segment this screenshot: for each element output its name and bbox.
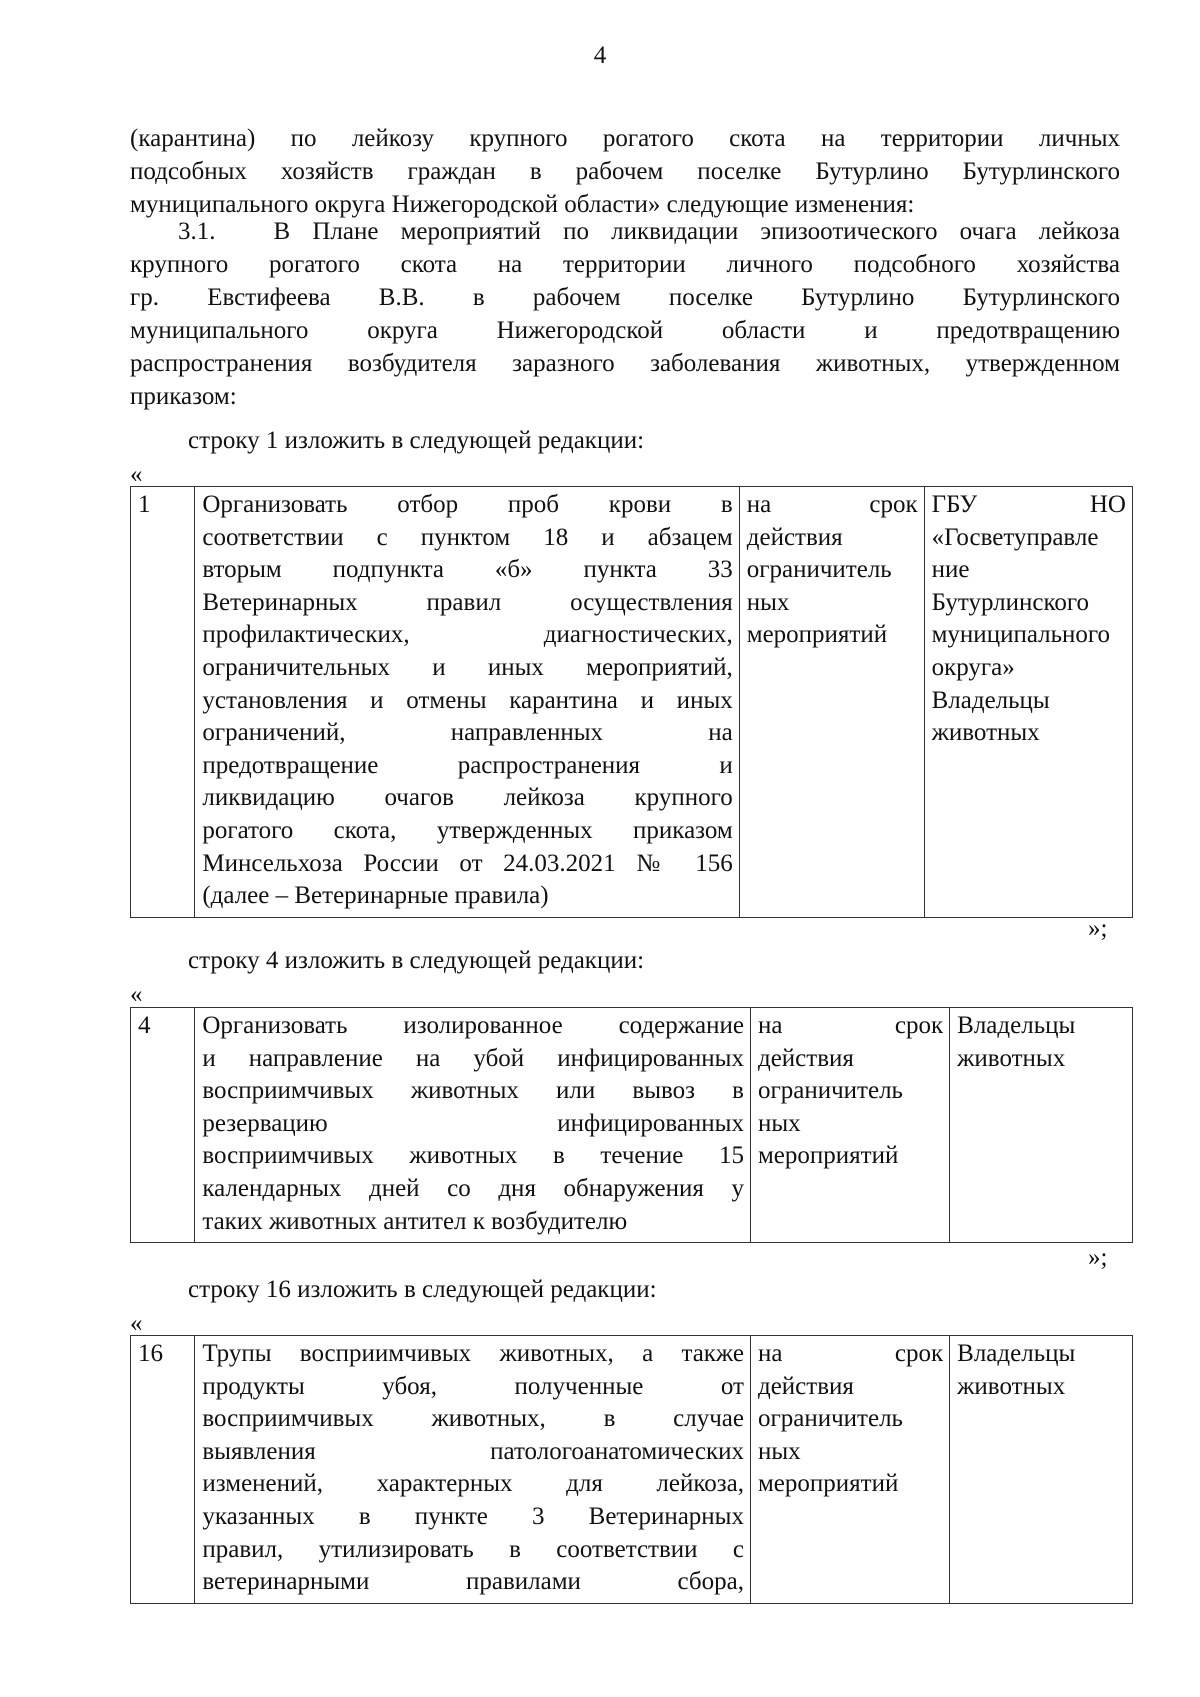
item-3-1-line: муниципального округа Нижегородской области и предотвращению xyxy=(130,317,1120,344)
responsible-cell xyxy=(950,1336,1133,1604)
action-cell xyxy=(195,487,739,918)
term-line: ных xyxy=(746,588,790,616)
close-quote-2: »; xyxy=(1088,1244,1108,1271)
term-cell xyxy=(750,1336,949,1604)
action-cell xyxy=(195,1008,751,1243)
amendment-instruction-1: строку 1 изложить в следующей редакции: xyxy=(188,427,645,454)
action-line: резервацию инфицированных xyxy=(202,1109,744,1137)
term-line: ограничитель xyxy=(757,1077,903,1105)
action-line: Организовать изолированное содержание xyxy=(202,1012,744,1039)
responsible-line: Владельцы xyxy=(957,1012,1076,1039)
amendment-instruction-3: строку 16 изложить в следующей редакции: xyxy=(188,1276,657,1303)
action-line: продукты убоя, полученные от xyxy=(202,1372,744,1400)
action-line: изменений, характерных для лейкоза, xyxy=(202,1470,744,1498)
intro-line: подсобных хозяйств граждан в рабочем поселке Бутурлино Бутурлинского xyxy=(130,158,1120,185)
open-quote-2: « xyxy=(130,981,143,1008)
item-3-1-line: приказом: xyxy=(130,383,237,410)
action-line: вторым подпункта «б» пункта 33 xyxy=(202,556,733,584)
page-number: 4 xyxy=(593,42,607,69)
term-line: действия xyxy=(757,1372,854,1400)
term-cell xyxy=(739,487,924,918)
amendment-table-3 xyxy=(130,1335,1133,1604)
item-3-1-line: гр. Евстифеева В.В. в рабочем поселке Бутурлино Бутурлинского xyxy=(130,284,1120,311)
responsible-line: Владельцы xyxy=(931,686,1050,714)
responsible-cell xyxy=(924,487,1132,918)
amendment-instruction-2: строку 4 изложить в следующей редакции: xyxy=(188,947,645,974)
action-line: соответствии с пунктом 18 и абзацем xyxy=(202,523,733,551)
responsible-line: муниципального xyxy=(931,621,1111,649)
amendment-table-1 xyxy=(130,486,1133,918)
action-line: ограничений, направленных на xyxy=(202,719,733,747)
amendment-table-2 xyxy=(130,1007,1133,1243)
action-line: предотвращение распространения и xyxy=(202,751,733,779)
close-quote-1: »; xyxy=(1088,915,1108,942)
action-line: таких животных антител к возбудителю xyxy=(202,1207,628,1235)
table-row xyxy=(131,487,1133,918)
action-line: (далее – Ветеринарные правила) xyxy=(202,882,549,910)
action-line: установления и отмены карантина и иных xyxy=(202,686,733,714)
action-line: восприимчивых животных в течение 15 xyxy=(202,1142,744,1170)
term-line: мероприятий xyxy=(746,621,888,649)
item-number: 3.1. xyxy=(178,218,216,245)
responsible-cell xyxy=(950,1008,1133,1243)
intro-line: (карантина) по лейкозу крупного рогатого скота на территории личных xyxy=(130,125,1120,152)
row-number-cell: 16 xyxy=(131,1336,195,1604)
responsible-line: «Госветуправле xyxy=(931,523,1099,551)
intro-paragraph xyxy=(130,122,1120,221)
term-line: мероприятий xyxy=(757,1142,899,1170)
action-line: и направление на убой инфицированных xyxy=(202,1044,744,1072)
table-row xyxy=(131,1336,1133,1604)
responsible-line: животных xyxy=(931,719,1040,747)
term-line: мероприятий xyxy=(757,1470,899,1498)
item-3-1-paragraph xyxy=(130,215,1120,413)
term-line: действия xyxy=(757,1044,854,1072)
open-quote-3: « xyxy=(130,1310,143,1337)
action-line: профилактических, диагностических, xyxy=(202,621,733,649)
term-line: на срок xyxy=(757,1340,944,1367)
term-line: ных xyxy=(757,1437,801,1465)
row-number-cell: 4 xyxy=(131,1008,195,1243)
responsible-line: животных xyxy=(957,1372,1066,1400)
table-row xyxy=(131,1008,1133,1243)
term-line: на срок xyxy=(746,491,918,518)
item-3-1-line: крупного рогатого скота на территории личного подсобного хозяйства xyxy=(130,251,1120,278)
action-line: восприимчивых животных, в случае xyxy=(202,1405,744,1433)
responsible-line: ние xyxy=(931,556,970,584)
term-line: действия xyxy=(746,523,843,551)
action-line: правил, утилизировать в соответствии с xyxy=(202,1535,744,1563)
action-line: восприимчивых животных или вывоз в xyxy=(202,1077,744,1105)
intro-line: муниципального округа Нижегородской области» следующие изменения: xyxy=(130,191,915,218)
action-line: Ветеринарных правил осуществления xyxy=(202,588,733,616)
term-line: ных xyxy=(757,1109,801,1137)
action-line: ветеринарными правилами сбора, xyxy=(202,1568,744,1596)
term-line: ограничитель xyxy=(757,1405,903,1433)
item-3-1-first-line-text: В Плане мероприятий по ликвидации эпизоотического очага лейкоза xyxy=(273,218,1120,245)
open-quote-1: « xyxy=(130,461,143,488)
item-3-1-line: распространения возбудителя заразного заболевания животных, утвержденном xyxy=(130,350,1120,377)
term-line: ограничитель xyxy=(746,556,892,584)
action-cell xyxy=(195,1336,751,1604)
responsible-line: округа» xyxy=(931,653,1015,681)
action-line: Трупы восприимчивых животных, а также xyxy=(202,1340,744,1367)
action-line: выявления патологоанатомических xyxy=(202,1437,744,1465)
term-cell xyxy=(750,1008,949,1243)
action-line: указанных в пункте 3 Ветеринарных xyxy=(202,1502,744,1530)
action-line: ограничительных и иных мероприятий, xyxy=(202,653,733,681)
action-line: Минсельхоза России от 24.03.2021 № 156 xyxy=(202,849,733,877)
action-line: рогатого скота, утвержденных приказом xyxy=(202,816,733,844)
row-number-cell: 1 xyxy=(131,487,195,918)
term-line: на срок xyxy=(757,1012,944,1039)
action-line: Организовать отбор проб крови в xyxy=(202,491,733,518)
action-line: календарных дней со дня обнаружения у xyxy=(202,1174,744,1202)
responsible-line: Бутурлинского xyxy=(931,588,1089,616)
action-line: ликвидацию очагов лейкоза крупного xyxy=(202,784,733,812)
responsible-line: животных xyxy=(957,1044,1066,1072)
item-3-1-first-line xyxy=(130,215,1120,248)
responsible-line: Владельцы xyxy=(957,1340,1076,1367)
responsible-line: ГБУ НО xyxy=(931,491,1126,518)
